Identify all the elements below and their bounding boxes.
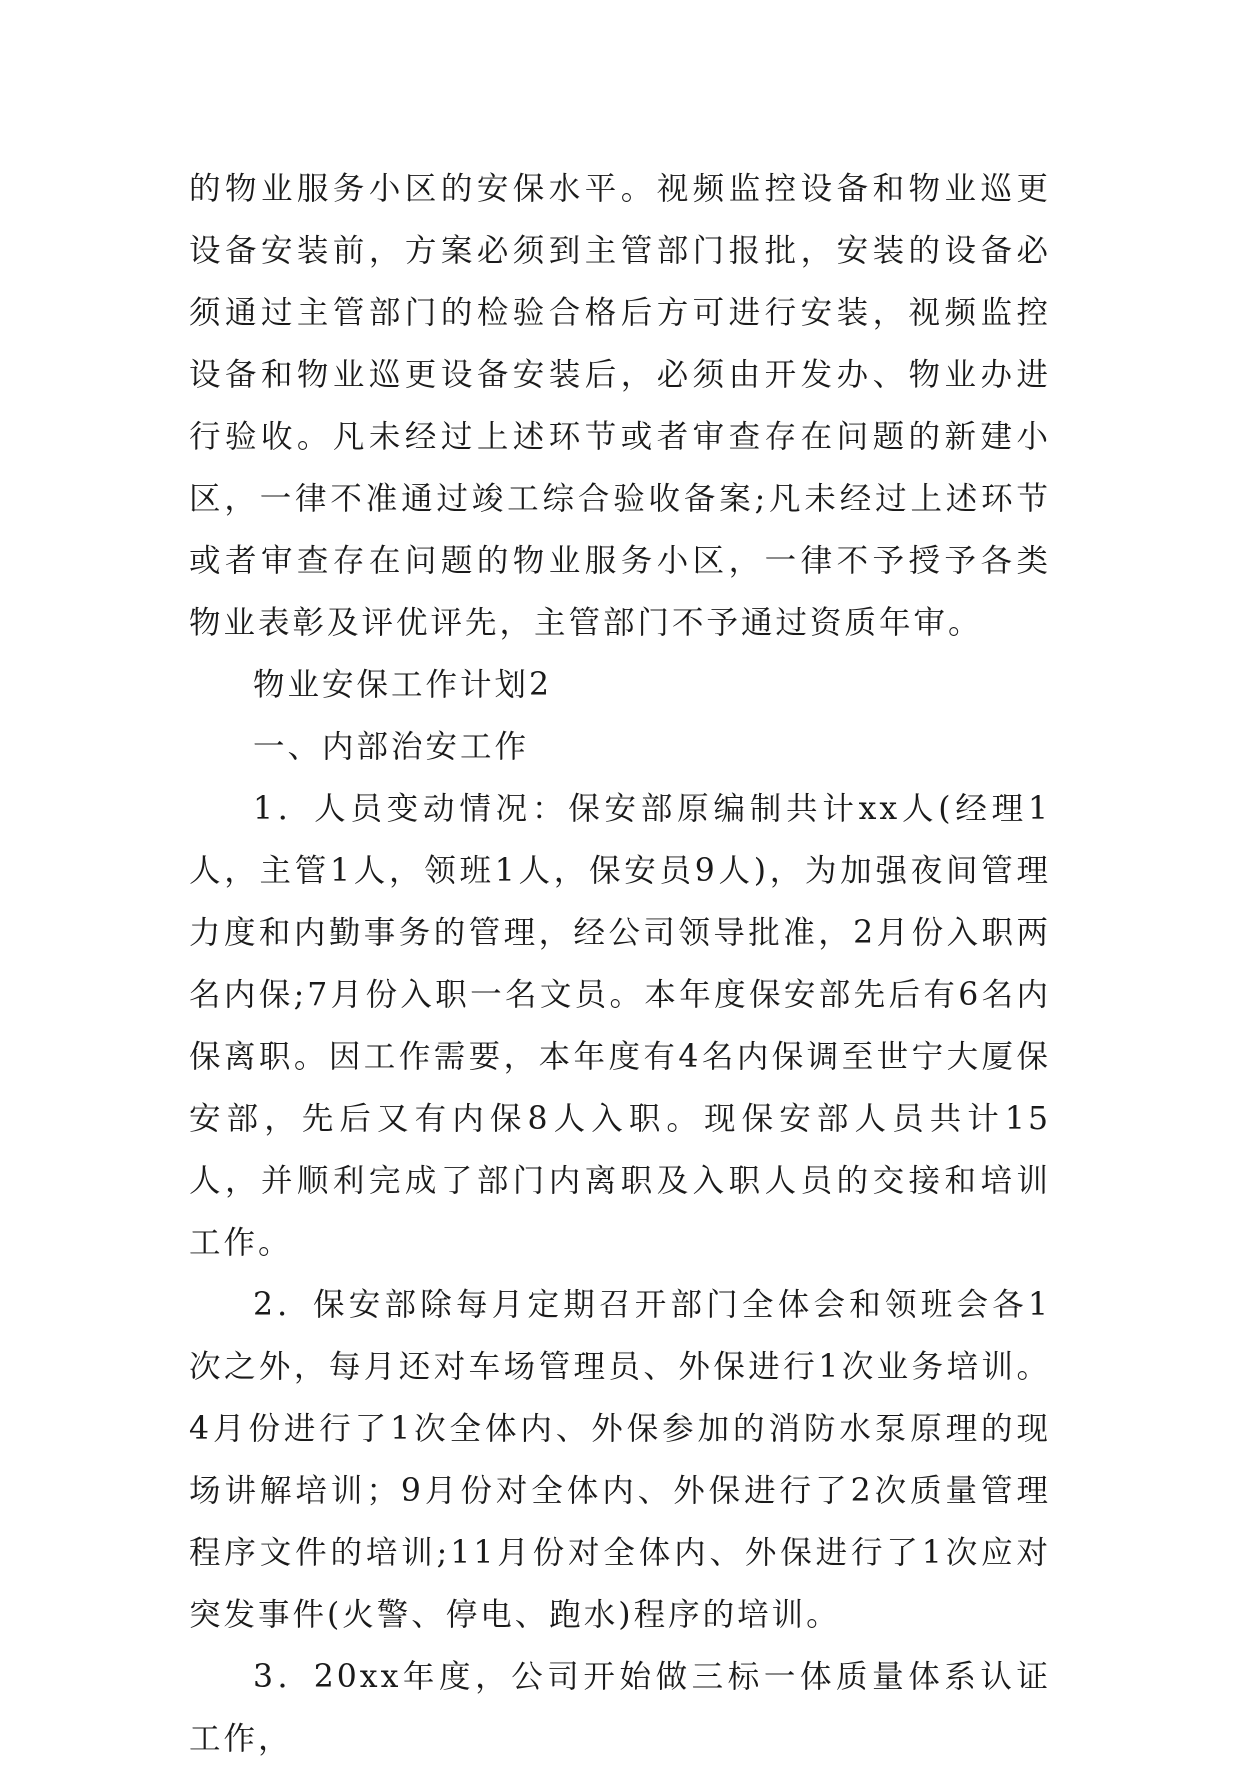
section-heading-plan-2: 物业安保工作计划2 bbox=[253, 667, 553, 703]
paragraph-item-1: 1．人员变动情况：保安部原编制共计xx人(经理1人，主管1人，领班1人，保安员9人)，为加强夜间管理力度和内勤事务的管理，经公司领导批准，2月份入职两名内保;7月份入职一名文员。本年度保安部先后有6名内保离职。因工作需要，本年度有4名内保调至世宁大厦保安部，先后又有内保8人入职。现保安部人员共计15人，并顺利完成了部门内离职及入职人员的交接和培训工作。 bbox=[189, 791, 1051, 1261]
subheading-internal-security: 一、内部治安工作 bbox=[253, 729, 530, 765]
paragraph-continuation: 的物业服务小区的安保水平。视频监控设备和物业巡更设备安装前，方案必须到主管部门报批，安装的设备必须通过主管部门的检验合格后方可进行安装，视频监控设备和物业巡更设备安装后，必须由开发办、物业办进行验收。凡未经过上述环节或者审查存在问题的新建小区，一律不准通过竣工综合验收备案;凡未经过上述环节或者审查存在问题的物业服务小区，一律不予授予各类物业表彰及评优评先，主管部门不予通过资质年审。 bbox=[189, 171, 1051, 641]
paragraph-item-3: 3．20xx年度，公司开始做三标一体质量体系认证工作， bbox=[189, 1659, 1051, 1757]
document-body bbox=[189, 158, 1051, 1770]
paragraph-item-2: 2．保安部除每月定期召开部门全体会和领班会各1次之外，每月还对车场管理员、外保进行1次业务培训。4月份进行了1次全体内、外保参加的消防水泵原理的现场讲解培训；9月份对全体内、外保进行了2次质量管理程序文件的培训;11月份对全体内、外保进行了1次应对突发事件(火警、停电、跑水)程序的培训。 bbox=[189, 1287, 1051, 1633]
